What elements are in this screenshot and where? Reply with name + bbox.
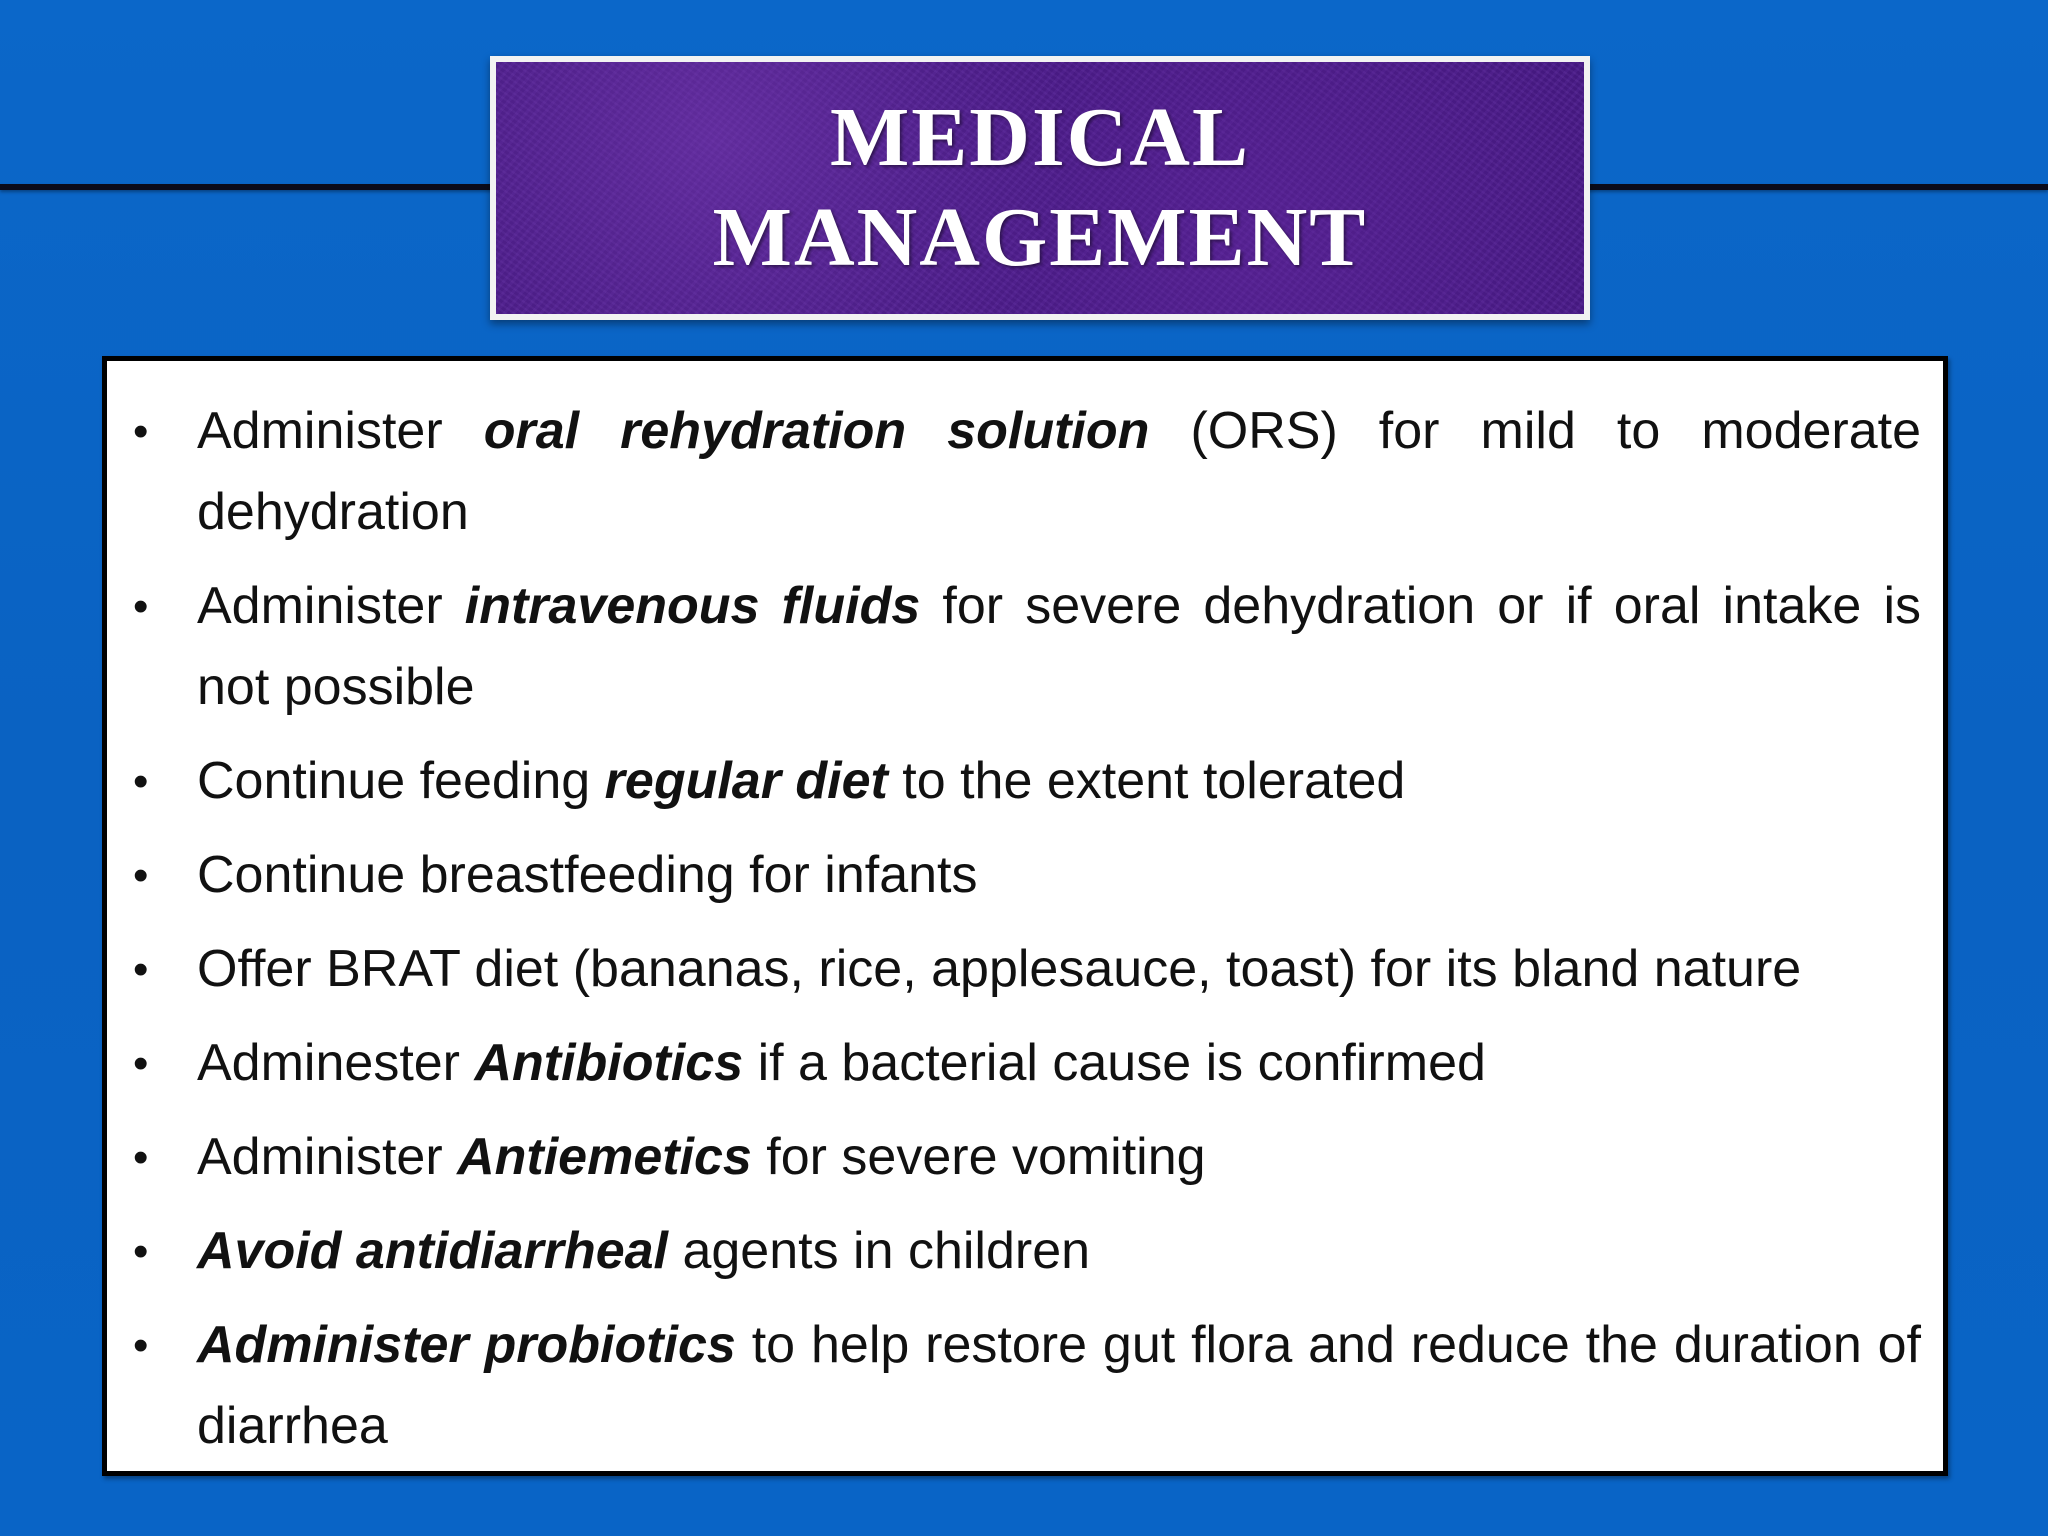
bullet-text-emphasis: Avoid antidiarrheal <box>197 1222 668 1280</box>
bullet-text-post: for severe dehydration or if oral intake is not possible <box>197 577 1921 716</box>
bullet-dot-icon: • <box>133 757 149 806</box>
bullet-text-emphasis: intravenous fluids <box>464 577 921 635</box>
bullet-text-post: for severe vomiting <box>751 1128 1206 1186</box>
bullet-text-pre: Continue feeding <box>197 752 605 810</box>
bullet-text-post: (ORS) for mild to moderate dehydration <box>197 402 1922 541</box>
bullet-text-emphasis: Administer probiotics <box>197 1316 736 1374</box>
bullet-text-post: if a bacterial cause is confirmed <box>743 1034 1486 1092</box>
bullet-text-pre: Adminester <box>197 1034 475 1092</box>
bullet-text-emphasis: Antibiotics <box>474 1034 744 1092</box>
bullet-dot-icon: • <box>133 945 149 994</box>
bullet-item <box>129 1023 1921 1104</box>
bullet-text-emphasis: Antiemetics <box>457 1128 752 1186</box>
bullet-item <box>129 741 1921 822</box>
bullet-text-pre: Administer <box>197 577 465 635</box>
bullet-dot-icon: • <box>133 1039 149 1088</box>
title-box <box>490 56 1590 320</box>
bullet-text-pre: Continue breastfeeding for infants <box>197 846 978 904</box>
bullet-dot-icon: • <box>133 1227 149 1276</box>
bullet-dot-icon: • <box>133 1321 149 1370</box>
bullet-item <box>129 391 1921 553</box>
title-line-2: MANAGEMENT <box>712 191 1368 284</box>
bullet-item <box>129 566 1921 728</box>
bullet-text-pre: Administer <box>197 402 484 460</box>
bullet-item <box>129 835 1921 916</box>
bullet-dot-icon: • <box>133 851 149 900</box>
bullet-text-emphasis: oral rehydration solution <box>483 402 1150 460</box>
bullet-list <box>129 391 1921 1467</box>
bullet-item <box>129 1211 1921 1292</box>
bullet-dot-icon: • <box>133 407 149 456</box>
bullet-text-post: to the extent tolerated <box>887 752 1406 810</box>
bullet-item <box>129 1305 1921 1467</box>
content-box <box>102 356 1948 1476</box>
bullet-dot-icon: • <box>133 1133 149 1182</box>
bullet-text-post: to help restore gut flora and reduce the duration of diarrhea <box>197 1316 1921 1455</box>
bullet-item <box>129 929 1921 1010</box>
title-line-1: MEDICAL <box>829 91 1250 184</box>
bullet-text-pre: Administer <box>197 1128 458 1186</box>
bullet-text-post: agents in children <box>668 1222 1091 1280</box>
bullet-text-pre: Offer BRAT diet (bananas, rice, applesauce, toast) for its bland nature <box>197 940 1802 998</box>
bullet-text-emphasis: regular diet <box>604 752 888 810</box>
bullet-dot-icon: • <box>133 582 149 631</box>
bullet-item <box>129 1117 1921 1198</box>
